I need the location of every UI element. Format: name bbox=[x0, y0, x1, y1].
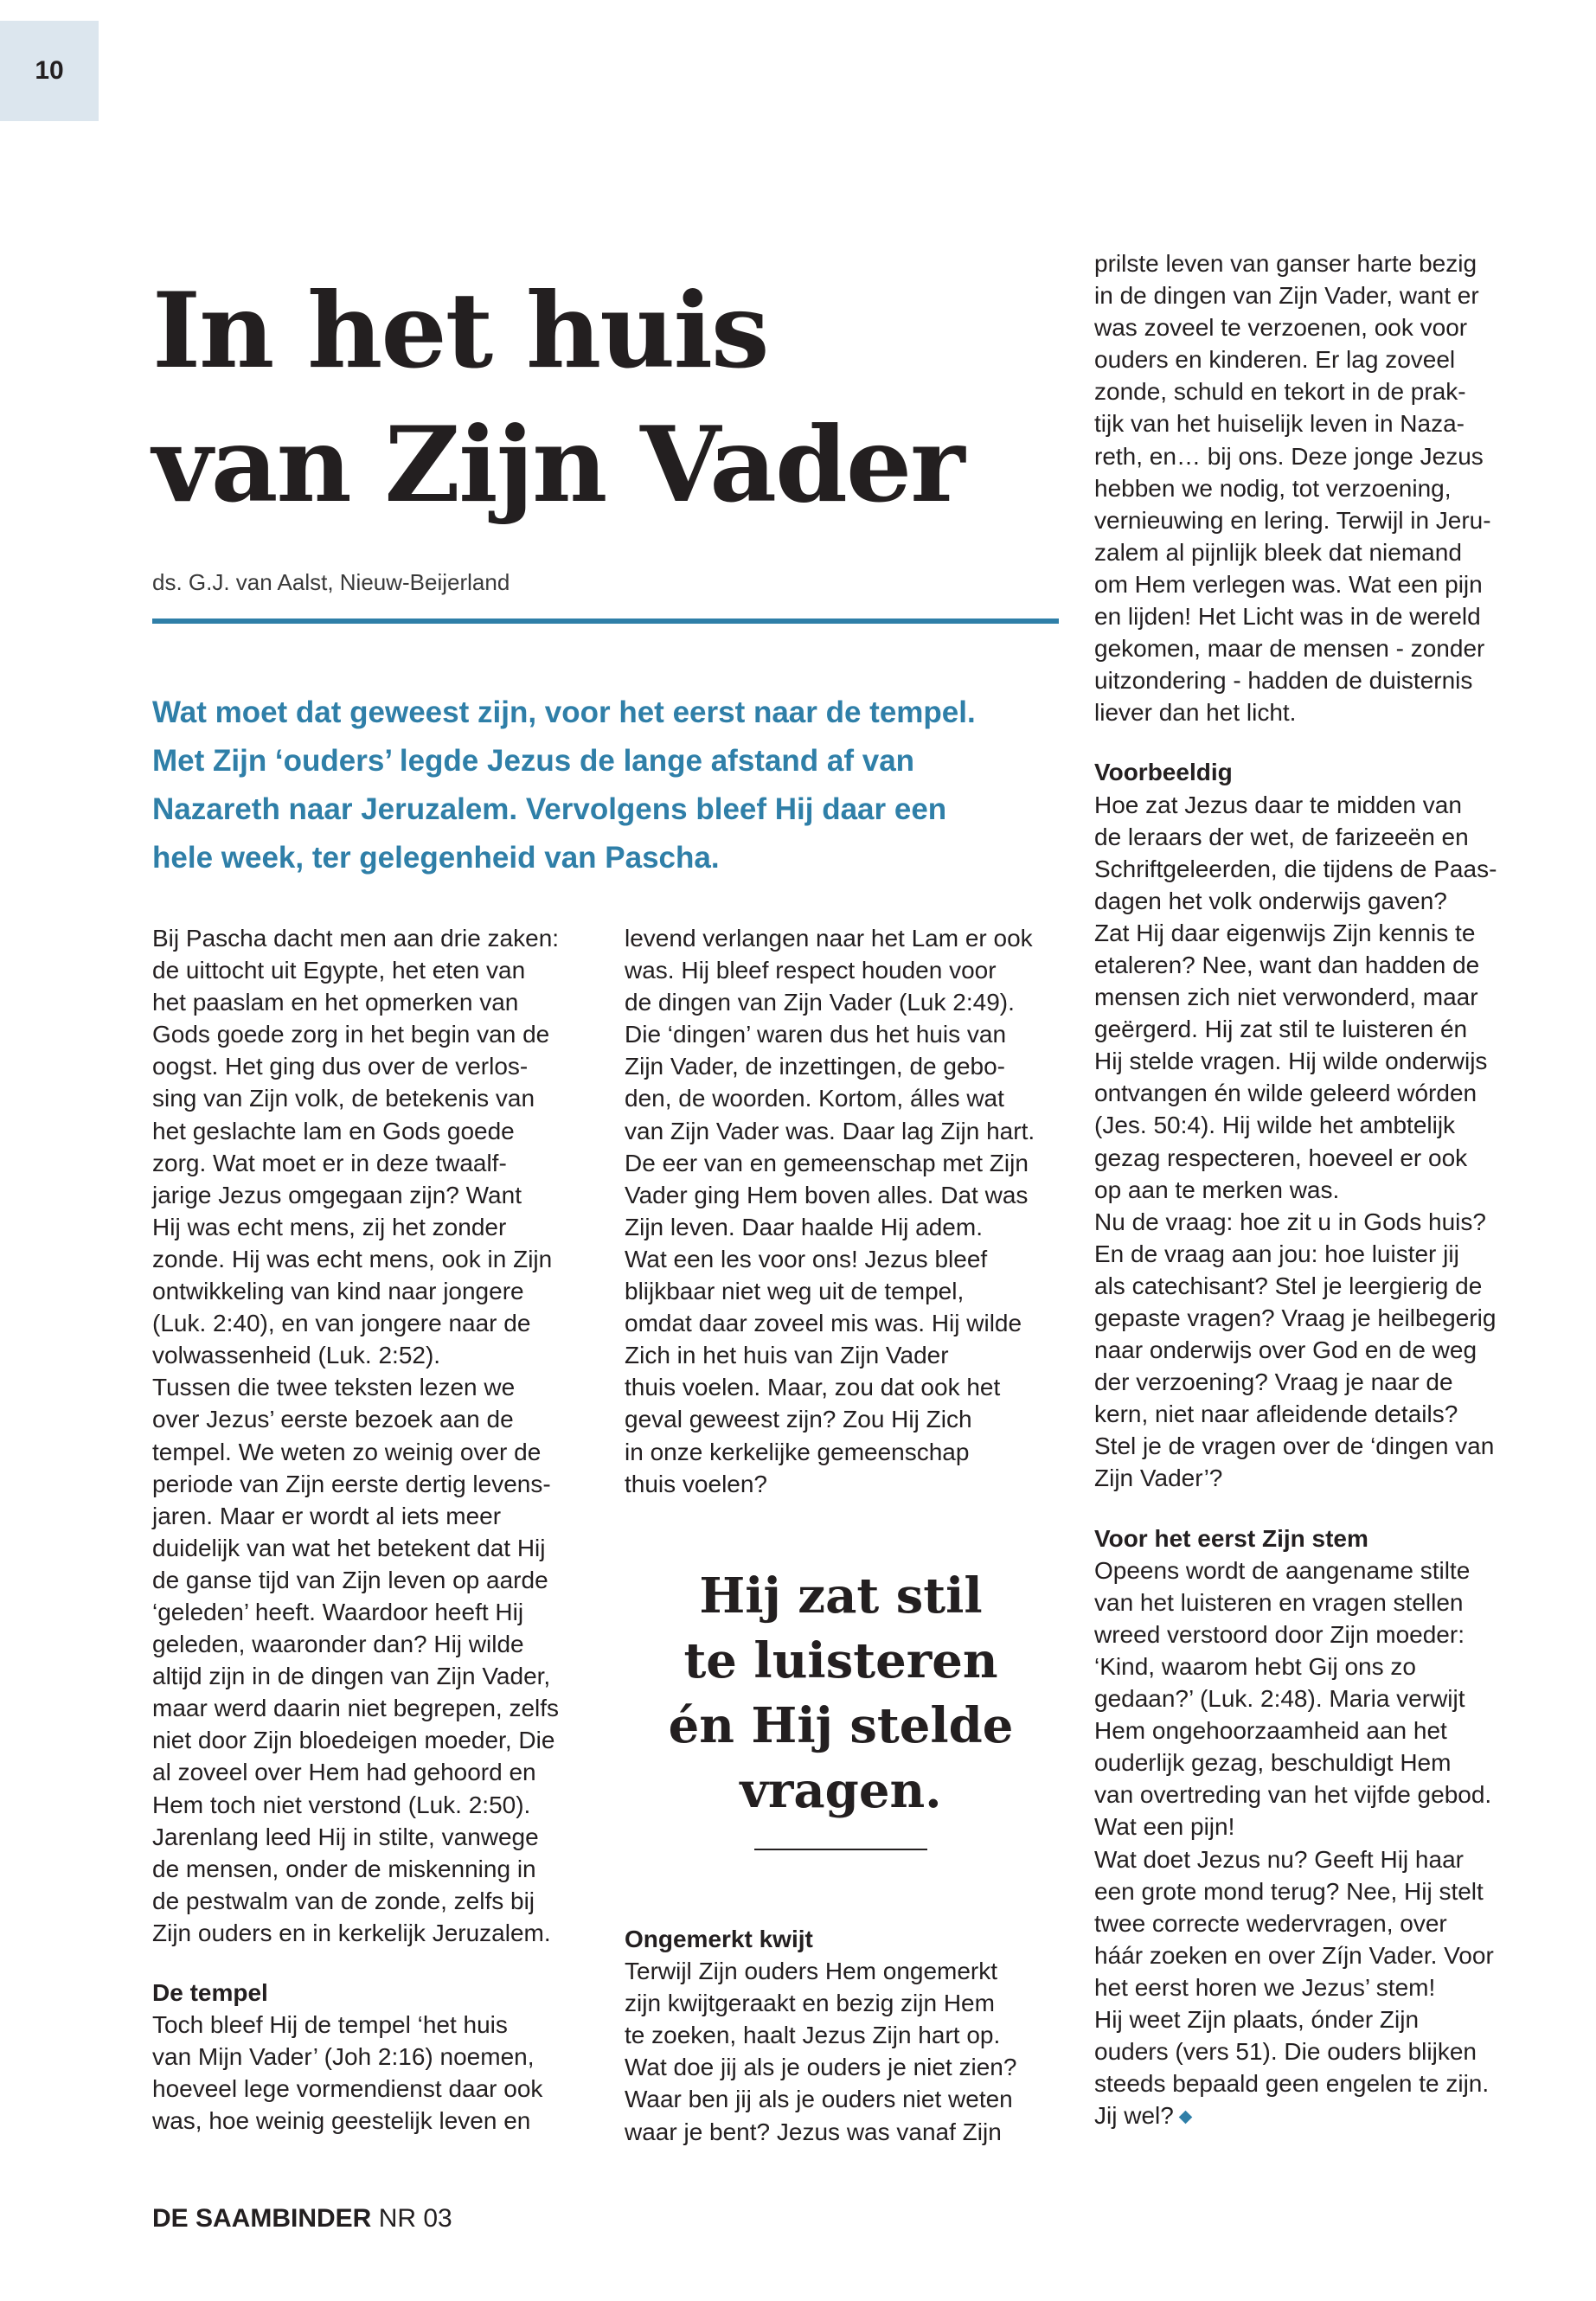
text-line: te zoeken, haalt Jezus Zijn hart op. bbox=[625, 2022, 1001, 2049]
text-line: van overtreding van het vijfde gebod. bbox=[1094, 1781, 1492, 1809]
text-line: Jij wel? bbox=[1094, 2099, 1544, 2131]
text-line: hoeveel lege vormendienst daar ook bbox=[152, 2075, 543, 2103]
text-line: Tussen die twee teksten lezen we bbox=[152, 1374, 516, 1401]
text-line: om Hem verlegen was. Wat een pijn bbox=[1094, 570, 1483, 598]
text-line: niet door Zijn bloedeigen moeder, Die bbox=[152, 1727, 555, 1754]
text-line: etaleren? Nee, want dan hadden de bbox=[1094, 951, 1480, 978]
intro-line: Nazareth naar Jeruzalem. Vervolgens bleef Hij daar een bbox=[152, 792, 947, 826]
column-2-paragraph bbox=[625, 922, 1074, 1500]
text-line: de pestwalm van de zonde, zelfs bij bbox=[152, 1887, 535, 1914]
text-line: jarige Jezus omgegaan zijn? Want bbox=[152, 1181, 522, 1208]
text-line: dagen het volk onderwijs gaven? bbox=[1094, 887, 1447, 914]
text-line: De eer van en gemeenschap met Zijn bbox=[625, 1149, 1029, 1176]
byline: ds. G.J. van Aalst, Nieuw-Beijerland bbox=[152, 569, 510, 595]
text-line: der verzoening? Vraag je naar de bbox=[1094, 1368, 1453, 1396]
text-line: van het luisteren en vragen stellen bbox=[1094, 1588, 1464, 1616]
text-line: Hij stelde vragen. Hij wilde onderwijs bbox=[1094, 1048, 1488, 1075]
text-line: thuis voelen. Maar, zou dat ook het bbox=[625, 1374, 1001, 1401]
text-line: zalem al pijnlijk bleek dat niemand bbox=[1094, 538, 1462, 566]
title-line-1: In het huis bbox=[152, 270, 768, 392]
column-1-paragraph-2 bbox=[152, 2009, 602, 2137]
text-line: duidelijk van wat het betekent dat Hij bbox=[152, 1534, 546, 1561]
text-line: sing van Zijn volk, de betekenis van bbox=[152, 1085, 535, 1112]
text-line: tijk van het huiselijk leven in Naza- bbox=[1094, 410, 1465, 438]
pull-quote-divider bbox=[754, 1849, 927, 1850]
text-line: tempel. We weten zo weinig over de bbox=[152, 1438, 542, 1465]
text-line: en lijden! Het Licht was in de wereld bbox=[1094, 603, 1481, 631]
text-line: in onze kerkelijke gemeenschap bbox=[625, 1438, 970, 1465]
column-2-lower bbox=[625, 1923, 1074, 2148]
text-line: mensen zich niet verwonderd, maar bbox=[1094, 984, 1478, 1011]
end-mark-icon bbox=[1179, 2111, 1193, 2125]
text-line: gekomen, maar de mensen - zonder bbox=[1094, 635, 1485, 663]
text-line: Gods goede zorg in het begin van de bbox=[152, 1021, 550, 1048]
text-line: (Jes. 50:4). Hij wilde het ambtelijk bbox=[1094, 1112, 1456, 1139]
text-line: zijn kwijtgeraakt en bezig zijn Hem bbox=[625, 1990, 995, 2017]
text-line: waar je bent? Jezus was vanaf Zijn bbox=[625, 2118, 1002, 2145]
pull-quote-line: én Hij stelde bbox=[668, 1697, 1014, 1754]
text-line: ‘Kind, waarom hebt Gij ons zo bbox=[1094, 1652, 1416, 1680]
text-line: over Jezus’ eerste bezoek aan de bbox=[152, 1406, 514, 1433]
footer bbox=[152, 2204, 452, 2234]
text-line: Zich in het huis van Zijn Vader bbox=[625, 1342, 949, 1369]
heading-de-tempel: De tempel bbox=[152, 1979, 268, 2006]
text-line: geval geweest zijn? Zou Hij Zich bbox=[625, 1406, 972, 1433]
text-line: op aan te merken was. bbox=[1094, 1176, 1340, 1203]
heading-ongemerkt-kwijt: Ongemerkt kwijt bbox=[625, 1926, 813, 1952]
text-line: het eerst horen we Jezus’ stem! bbox=[1094, 1973, 1436, 2001]
text-line: het paaslam en het opmerken van bbox=[152, 989, 519, 1016]
text-line: altijd zijn in de dingen van Zijn Vader, bbox=[152, 1663, 551, 1690]
text-line: Wat doet Jezus nu? Geeft Hij haar bbox=[1094, 1845, 1464, 1873]
text-line: gedaan?’ (Luk. 2:48). Maria verwijt bbox=[1094, 1685, 1465, 1713]
text-line: Opeens wordt de aangename stilte bbox=[1094, 1556, 1471, 1584]
text-line: het geslachte lam en Gods goede bbox=[152, 1117, 515, 1144]
heading-voorbeeldig: Voorbeeldig bbox=[1094, 759, 1233, 786]
issue-number: NR 03 bbox=[378, 2204, 452, 2233]
column-3-paragraph-3 bbox=[1094, 1554, 1544, 2132]
text-line: een grote mond terug? Nee, Hij stelt bbox=[1094, 1877, 1484, 1905]
title-divider bbox=[152, 619, 1059, 624]
text-line: blijkbaar niet weg uit de tempel, bbox=[625, 1278, 965, 1305]
text-line: geleden, waaronder dan? Hij wilde bbox=[152, 1631, 524, 1658]
text-line: de mensen, onder de miskenning in bbox=[152, 1855, 536, 1882]
text-line: Wat een les voor ons! Jezus bleef bbox=[625, 1245, 988, 1272]
intro-line: Met Zijn ‘ouders’ legde Jezus de lange afstand af van bbox=[152, 744, 915, 778]
intro-lead bbox=[152, 689, 1069, 882]
text-line: oogst. Het ging dus over de verlos- bbox=[152, 1053, 529, 1080]
text-line: Vader ging Hem boven alles. Dat was bbox=[625, 1181, 1029, 1208]
text-line: de uittocht uit Egypte, het eten van bbox=[152, 957, 526, 984]
intro-line: hele week, ter gelegenheid van Pascha. bbox=[152, 841, 720, 875]
heading-voor-het-eerst-zijn-stem: Voor het eerst Zijn stem bbox=[1094, 1524, 1368, 1552]
text-line: geërgerd. Hij zat stil te luisteren én bbox=[1094, 1016, 1468, 1043]
text-line: Bij Pascha dacht men aan drie zaken: bbox=[152, 925, 560, 952]
text-line: Terwijl Zijn ouders Hem ongemerkt bbox=[625, 1958, 998, 1985]
column-3-paragraph-2 bbox=[1094, 789, 1544, 1495]
text-line: omdat daar zoveel mis was. Hij wilde bbox=[625, 1310, 1022, 1337]
text-line: Zijn Vader, de inzettingen, de gebo- bbox=[625, 1053, 1006, 1080]
text-line: steeds bepaald geen engelen te zijn. bbox=[1094, 2070, 1490, 2098]
text-line: van Mijn Vader’ (Joh 2:16) noemen, bbox=[152, 2043, 535, 2071]
text-line: levend verlangen naar het Lam er ook bbox=[625, 925, 1033, 952]
text-line: Jarenlang leed Hij in stilte, vanwege bbox=[152, 1823, 539, 1850]
text-line: gezag respecteren, hoeveel er ook bbox=[1094, 1144, 1468, 1171]
column-1 bbox=[152, 922, 602, 2137]
text-line: de leraars der wet, de farizeeën en bbox=[1094, 823, 1469, 850]
text-line: Stel je de vragen over de ‘dingen van bbox=[1094, 1433, 1495, 1460]
text-line: zorg. Wat moet er in deze twaalf- bbox=[152, 1149, 507, 1176]
text-line: wreed verstoord door Zijn moeder: bbox=[1094, 1620, 1465, 1648]
text-line: Hem ongehoorzaamheid aan het bbox=[1094, 1717, 1447, 1745]
text-line: ouders en kinderen. Er lag zoveel bbox=[1094, 346, 1456, 374]
text-line: ontvangen én wilde geleerd wórden bbox=[1094, 1080, 1477, 1107]
publication-name: DE SAAMBINDER bbox=[152, 2204, 372, 2233]
spacer bbox=[152, 1949, 602, 1977]
column-3-paragraph bbox=[1094, 247, 1544, 728]
column-2 bbox=[625, 922, 1074, 1500]
text-line: Zijn leven. Daar haalde Hij adem. bbox=[625, 1213, 983, 1240]
text-line: Hem toch niet verstond (Luk. 2:50). bbox=[152, 1791, 531, 1818]
text-line: periode van Zijn eerste dertig levens- bbox=[152, 1470, 551, 1497]
text-line: Zijn ouders en in kerkelijk Jeruzalem. bbox=[152, 1919, 551, 1946]
pull-quote-line: Hij zat stil bbox=[699, 1567, 983, 1625]
spacer bbox=[1094, 1495, 1544, 1522]
page-number: 10 bbox=[0, 21, 99, 121]
text-line: Toch bleef Hij de tempel ‘het huis bbox=[152, 2011, 508, 2039]
text-line: Schriftgeleerden, die tijdens de Paas- bbox=[1094, 855, 1497, 882]
text-line: twee correcte wedervragen, over bbox=[1094, 1909, 1447, 1937]
text-line: volwassenheid (Luk. 2:52). bbox=[152, 1342, 441, 1369]
pull-quote-line: vragen. bbox=[740, 1762, 942, 1819]
text-line: thuis voelen? bbox=[625, 1470, 768, 1497]
text-line: de dingen van Zijn Vader (Luk 2:49). bbox=[625, 989, 1015, 1016]
text-line: Waar ben jij als je ouders niet weten bbox=[625, 2086, 1013, 2113]
text-line: ‘geleden’ heeft. Waardoor heeft Hij bbox=[152, 1598, 524, 1625]
title-line-2: van Zijn Vader bbox=[152, 404, 964, 526]
column-1-paragraph bbox=[152, 922, 602, 1949]
spacer bbox=[1094, 728, 1544, 756]
text-line: háár zoeken en over Zíjn Vader. Voor bbox=[1094, 1941, 1494, 1969]
text-line: van Zijn Vader was. Daar lag Zijn hart. bbox=[625, 1117, 1035, 1144]
text-line: al zoveel over Hem had gehoord en bbox=[152, 1759, 536, 1786]
pull-quote-line: te luisteren bbox=[683, 1632, 998, 1689]
text-line: den, de woorden. Kortom, álles wat bbox=[625, 1085, 1004, 1112]
text-line: was zoveel te verzoenen, ook voor bbox=[1094, 314, 1468, 342]
text-line: Hoe zat Jezus daar te midden van bbox=[1094, 791, 1462, 818]
text-line: de ganse tijd van Zijn leven op aarde bbox=[152, 1566, 548, 1593]
text-line: prilste leven van ganser harte bezig bbox=[1094, 250, 1477, 277]
text-line: ontwikkeling van kind naar jongere bbox=[152, 1278, 524, 1305]
text-line: jaren. Maar er wordt al iets meer bbox=[152, 1502, 502, 1529]
text-line: Nu de vraag: hoe zit u in Gods huis? bbox=[1094, 1208, 1486, 1235]
text-line: Hij weet Zijn plaats, ónder Zijn bbox=[1094, 2005, 1420, 2033]
column-3 bbox=[1094, 247, 1544, 2131]
text-line: was, hoe weinig geestelijk leven en bbox=[152, 2107, 531, 2135]
text-line: (Luk. 2:40), en van jongere naar de bbox=[152, 1310, 531, 1337]
text-line: zonde. Hij was echt mens, ook in Zijn bbox=[152, 1245, 553, 1272]
text-line: Die ‘dingen’ waren dus het huis van bbox=[625, 1021, 1007, 1048]
text-line: was. Hij bleef respect houden voor bbox=[625, 957, 997, 984]
text-line: Zat Hij daar eigenwijs Zijn kennis te bbox=[1094, 919, 1476, 946]
text-line: Wat een pijn! bbox=[1094, 1813, 1235, 1841]
pull-quote bbox=[625, 1564, 1057, 1823]
text-line: Hij was echt mens, zij het zonder bbox=[152, 1213, 507, 1240]
text-line: reth, en… bij ons. Deze jonge Jezus bbox=[1094, 442, 1484, 470]
text-line: ouderlijk gezag, beschuldigt Hem bbox=[1094, 1749, 1452, 1777]
text-line: ouders (vers 51). Die ouders blijken bbox=[1094, 2038, 1477, 2066]
text-line: vernieuwing en lering. Terwijl in Jeru- bbox=[1094, 506, 1491, 534]
text-line: in de dingen van Zijn Vader, want er bbox=[1094, 282, 1479, 310]
intro-line: Wat moet dat geweest zijn, voor het eerst naar de tempel. bbox=[152, 695, 976, 729]
text-line: hebben we nodig, tot verzoening, bbox=[1094, 474, 1452, 502]
text-line: maar werd daarin niet begrepen, zelfs bbox=[152, 1695, 560, 1722]
text-line: uitzondering - hadden de duisternis bbox=[1094, 667, 1473, 695]
article-title bbox=[152, 264, 1061, 532]
text-line: En de vraag aan jou: hoe luister jij bbox=[1094, 1240, 1459, 1267]
text-line: Zijn Vader’? bbox=[1094, 1465, 1223, 1492]
text-line: liever dan het licht. bbox=[1094, 699, 1297, 727]
text-line: Wat doe jij als je ouders je niet zien? bbox=[625, 2054, 1017, 2081]
text-line: als catechisant? Stel je leergierig de bbox=[1094, 1272, 1483, 1299]
column-2-paragraph-2 bbox=[625, 1955, 1074, 2148]
text-line: kern, niet naar afleidende details? bbox=[1094, 1400, 1458, 1428]
text-line: zonde, schuld en tekort in de prak- bbox=[1094, 378, 1466, 406]
text-line: gepaste vragen? Vraag je heilbegerig bbox=[1094, 1304, 1497, 1331]
text-line: naar onderwijs over God en de weg bbox=[1094, 1336, 1477, 1364]
